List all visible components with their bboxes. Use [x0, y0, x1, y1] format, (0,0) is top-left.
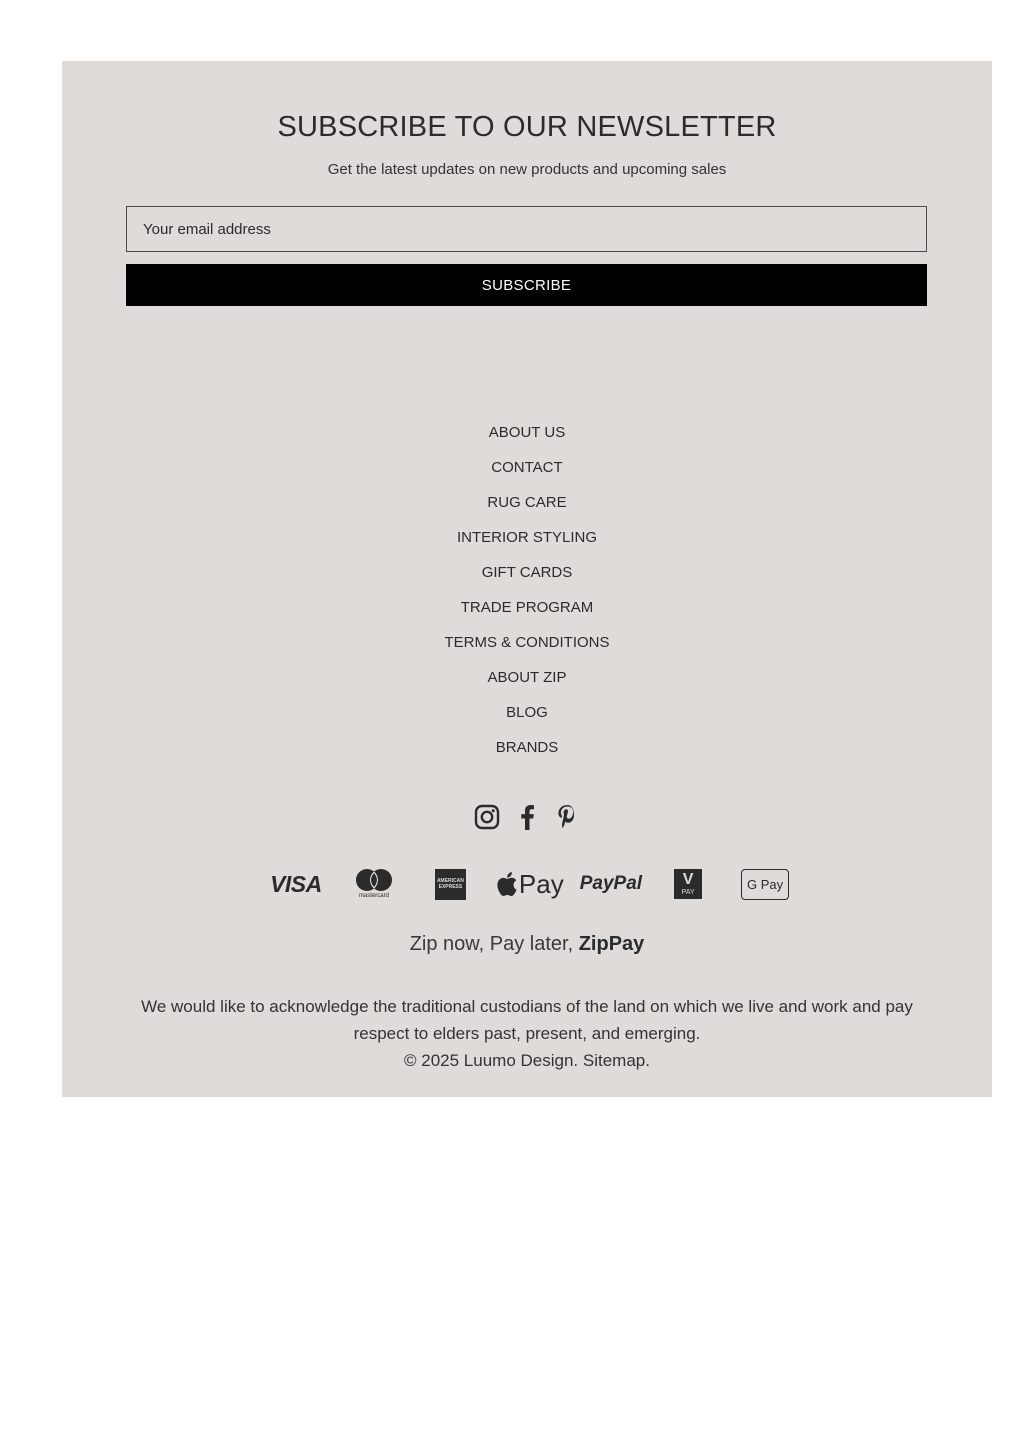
pinterest-icon[interactable] [554, 803, 580, 831]
google-pay-label: G Pay [747, 876, 784, 892]
copyright [62, 1047, 992, 1074]
copyright-text: © 2025 Luumo Design. [404, 1051, 579, 1070]
apple-pay-label: Pay [518, 868, 564, 899]
mastercard-icon [353, 867, 395, 901]
footer-link-blog[interactable]: BLOG [506, 704, 548, 721]
amex-icon [435, 869, 466, 900]
footer-nav [62, 421, 992, 771]
sitemap-link[interactable]: Sitemap. [582, 1051, 650, 1070]
zip-pay-line [62, 933, 992, 956]
footer-link-about-zip[interactable]: ABOUT ZIP [487, 669, 567, 686]
newsletter-subtitle: Get the latest updates on new products and upcoming sales [327, 161, 727, 178]
footer-link-contact[interactable]: CONTACT [491, 459, 563, 476]
vpay-v-glyph: V [682, 870, 694, 888]
social-links [62, 803, 992, 831]
zip-pay-brand[interactable]: ZipPay [578, 933, 645, 955]
footer-link-trade-program[interactable]: TRADE PROGRAM [460, 599, 594, 616]
amex-label-line1: AMERICAN [436, 878, 464, 884]
footer-link-rug-care[interactable]: RUG CARE [487, 494, 567, 511]
footer-link-interior-styling[interactable]: INTERIOR STYLING [456, 529, 598, 546]
subscribe-button[interactable]: SUBSCRIBE [126, 264, 927, 306]
paypal-label: PayPal [579, 873, 643, 894]
zip-pay-text: Zip now, Pay later, [409, 933, 579, 955]
visa-label: VISA [270, 870, 322, 897]
facebook-icon[interactable] [514, 803, 540, 831]
newsletter-title: SUBSCRIBE TO OUR NEWSLETTER [277, 111, 777, 143]
land-acknowledgement: We would like to acknowledge the traditional custodians of the land on which we live and work and pay respect to elders past, present, and emerging. [141, 997, 913, 1043]
footer-link-terms-conditions[interactable]: TERMS & CONDITIONS [444, 634, 610, 651]
payment-methods [62, 867, 992, 901]
mastercard-label: mastercard [358, 893, 389, 899]
email-input[interactable] [126, 206, 927, 252]
vpay-label: PAY [681, 888, 695, 896]
google-pay-icon [741, 869, 789, 900]
visa-icon [265, 868, 327, 900]
footer-link-brands[interactable]: BRANDS [495, 739, 559, 756]
amex-label-line2: EXPRESS [438, 884, 463, 890]
paypal-icon [580, 868, 642, 900]
instagram-icon[interactable] [474, 803, 500, 831]
footer-link-gift-cards[interactable]: GIFT CARDS [481, 564, 573, 581]
vpay-icon [674, 869, 702, 899]
apple-pay-icon [496, 868, 564, 900]
footer-link-about-us[interactable]: ABOUT US [488, 424, 566, 441]
footer-panel [62, 61, 992, 1097]
